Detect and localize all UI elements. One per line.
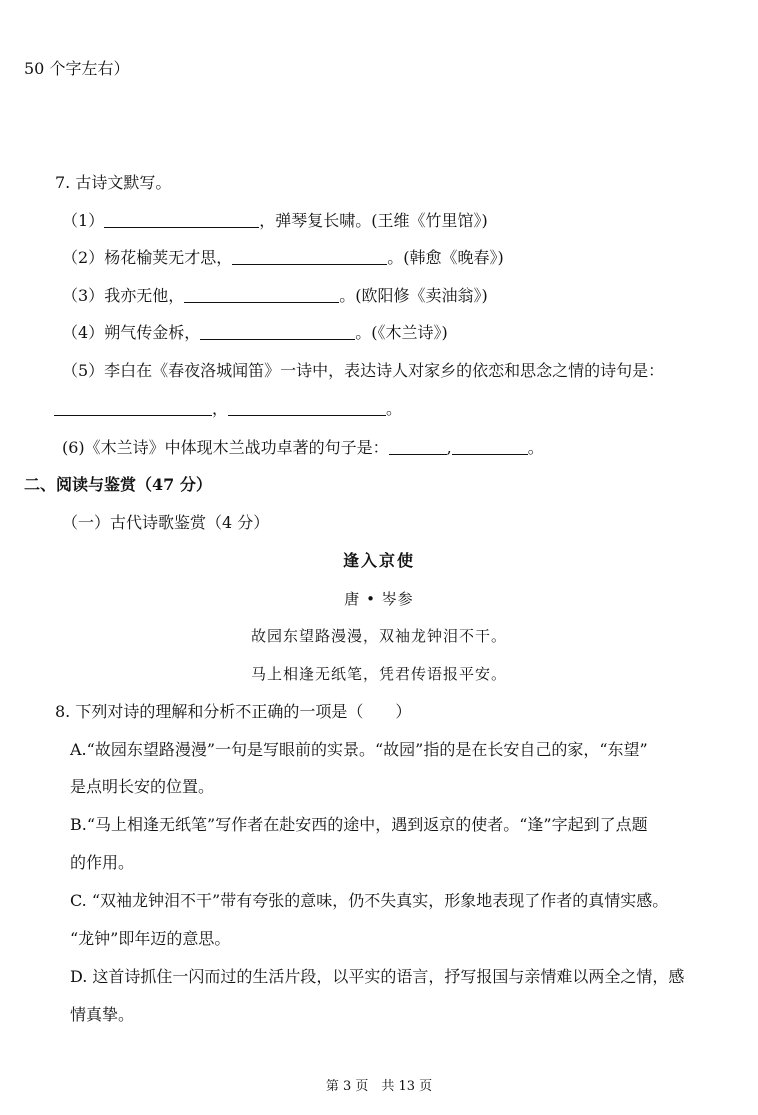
- item-source: (《木兰诗》): [371, 323, 448, 342]
- q7-item-1: [62, 210, 488, 232]
- item-number: （4）: [62, 323, 105, 342]
- page-footer: 第 3 页 共 13 页: [325, 1079, 433, 1094]
- q7-item-4: [62, 322, 448, 344]
- item-text: 。: [355, 323, 372, 342]
- item-source: (王维《竹里馆》): [371, 211, 488, 230]
- option-c-line-2: “龙钟”即年迈的意思。: [70, 929, 231, 948]
- answer-blank[interactable]: [104, 211, 259, 228]
- poem-author: 唐 • 岑参: [344, 590, 414, 608]
- q7-item-5: （5）李白在《春夜洛城闻笛》一诗中，表达诗人对家乡的依恋和思念之情的诗句是：: [62, 361, 665, 380]
- subsection-heading: （一）古代诗歌鉴赏（4 分）: [62, 513, 270, 532]
- option-a-line-1: A.“故园东望路漫漫”一句是写眼前的实景。“故园”指的是在长安自己的家，“东望”: [70, 740, 648, 759]
- item-text: 。: [387, 248, 404, 267]
- item-number: （2）: [62, 248, 105, 267]
- q7-item-5-answers: [54, 398, 402, 420]
- option-d-line-1: D. 这首诗抓住一闪而过的生活片段，以平实的语言，抒写报国与亲情难以两全之情，感: [70, 967, 685, 986]
- item-source: (韩愈《晚春》): [403, 248, 504, 267]
- item-source: (欧阳修《卖油翁》): [355, 286, 488, 305]
- end-mark: 。: [386, 399, 403, 418]
- answer-blank[interactable]: [232, 248, 387, 265]
- item-text: ，弹琴复长啸。: [259, 211, 372, 230]
- separator: ，: [212, 399, 229, 418]
- answer-blank[interactable]: [389, 438, 447, 455]
- q7-title: 7. 古诗文默写。: [55, 173, 172, 192]
- option-b-line-1: B.“马上相逢无纸笔”写作者在赴安西的途中，遇到返京的使者。“逢”字起到了点题: [70, 815, 648, 834]
- item-number: （3）: [62, 286, 105, 305]
- separator: ,: [446, 438, 452, 457]
- q7-item-6: [62, 437, 544, 459]
- option-a-line-2: 是点明长安的位置。: [70, 777, 215, 796]
- item-number: （1）: [62, 211, 105, 230]
- option-d-line-2: 情真挚。: [70, 1005, 135, 1024]
- end-mark: 。: [527, 438, 544, 457]
- option-b-line-2: 的作用。: [70, 853, 135, 872]
- answer-blank[interactable]: [184, 286, 339, 303]
- q8-stem: 8. 下列对诗的理解和分析不正确的一项是（ ）: [55, 702, 412, 721]
- q7-item-3: [62, 285, 488, 307]
- item-text: 杨花榆荚无才思，: [104, 248, 233, 267]
- poem-line-2: 马上相逢无纸笔，凭君传语报平安。: [250, 665, 507, 683]
- answer-blank[interactable]: [228, 399, 386, 416]
- answer-blank[interactable]: [200, 323, 355, 340]
- answer-blank[interactable]: [54, 399, 212, 416]
- item-text: 朔气传金柝，: [104, 323, 201, 342]
- top-fragment: 50 个字左右）: [24, 59, 130, 78]
- q7-item-2: [62, 247, 504, 269]
- item-text: (6)《木兰诗》中体现木兰战功卓著的句子是：: [62, 438, 389, 457]
- poem-line-1: 故园东望路漫漫，双袖龙钟泪不干。: [250, 627, 507, 645]
- item-text: 。: [339, 286, 356, 305]
- poem-title: 逢入京使: [342, 551, 415, 570]
- option-c-line-1: C. “双袖龙钟泪不干”带有夸张的意味，仍不失真实，形象地表现了作者的真情实感。: [70, 891, 669, 910]
- section-heading: 二、阅读与鉴赏（47 分）: [24, 475, 212, 494]
- answer-blank[interactable]: [452, 438, 528, 455]
- item-text: 我亦无他，: [104, 286, 185, 305]
